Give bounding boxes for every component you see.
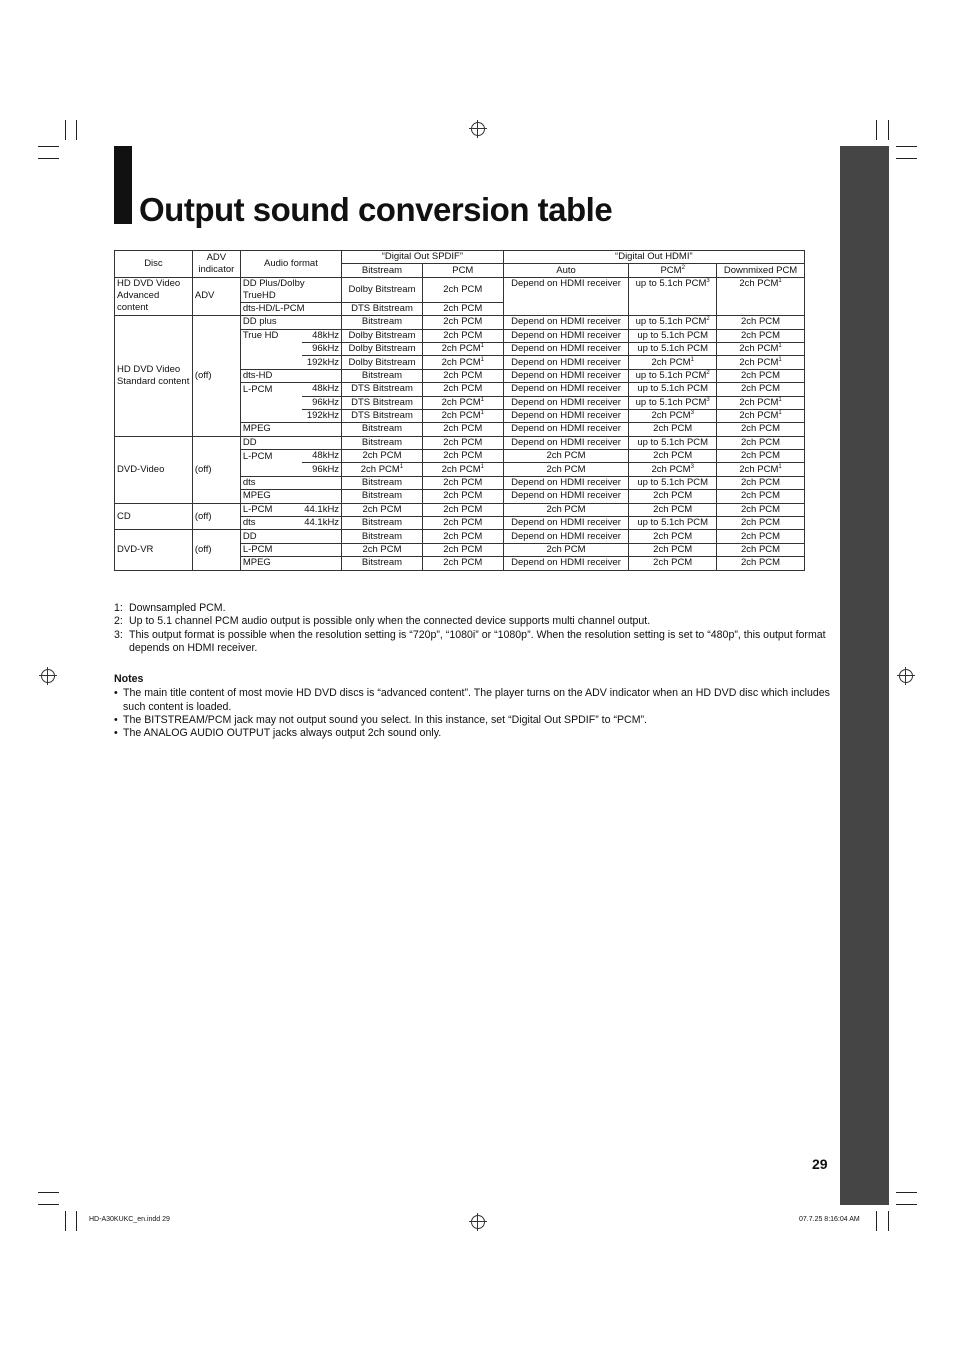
downmixed-cell: 2ch PCM [717,369,805,382]
header-spdif: “Digital Out SPDIF” [342,251,504,264]
registration-mark-icon [471,122,485,136]
pcm-cell: 2ch PCM$^1$ [422,356,503,369]
format-cell: L-PCM [240,503,302,516]
rate-cell: 192kHz [302,356,341,369]
hdmi-pcm-cell: 2ch PCM [629,543,717,556]
auto-cell: Depend on HDMI receiver [503,517,629,530]
crop-mark [76,120,77,140]
side-tab [840,146,889,1205]
pcm-cell: 2ch PCM [422,316,503,329]
header-audio-format: Audio format [240,251,341,278]
format-cell: dts [240,476,302,489]
bitstream-cell: Dolby Bitstream [342,329,423,342]
rate-cell [302,436,341,449]
downmixed-cell: 2ch PCM [717,329,805,342]
downmixed-cell: 2ch PCM [717,503,805,516]
header-auto: Auto [503,264,629,277]
bitstream-cell: Dolby Bitstream [342,277,423,302]
output-sound-conversion-table [114,250,805,571]
table-row [115,277,805,302]
bitstream-cell: 2ch PCM [342,503,423,516]
format-cell: True HD [240,329,302,342]
bullet-icon: • [114,713,118,726]
hdmi-pcm-cell: 2ch PCM [629,557,717,570]
crop-mark [896,1192,917,1193]
crop-mark [876,120,877,140]
bullet-icon: • [114,727,118,740]
downmixed-cell: 2ch PCM$^1$ [717,463,805,476]
note-item: • The ANALOG AUDIO OUTPUT jacks always output 2ch sound only. [114,727,442,740]
rate-cell: 48kHz [302,450,341,463]
footnotes [114,602,830,655]
crop-mark [876,1211,877,1231]
disc-cell: HD DVD Video Advanced content [115,277,193,315]
header-hdmi: “Digital Out HDMI” [503,251,804,264]
downmixed-cell: 2ch PCM$^1$ [717,396,805,409]
format-cell: MPEG [240,490,302,503]
hdmi-pcm-cell: 2ch PCM [629,423,717,436]
pcm-cell: 2ch PCM [422,557,503,570]
auto-cell: Depend on HDMI receiver [503,342,629,355]
bitstream-cell: 2ch PCM [342,543,423,556]
adv-cell: ADV [192,277,240,315]
auto-cell: Depend on HDMI receiver [503,530,629,543]
crop-mark [896,146,917,147]
rate-cell [302,369,341,382]
auto-cell: 2ch PCM [503,463,629,476]
downmixed-cell: 2ch PCM [717,476,805,489]
pcm-cell: 2ch PCM [422,517,503,530]
header-disc: Disc [115,251,193,278]
note-item: • The BITSTREAM/PCM jack may not output sound you select. In this instance, set “Digital Out SPDIF” to “PCM”. [114,713,647,726]
auto-cell: 2ch PCM [503,503,629,516]
rate-cell: 48kHz [302,383,341,396]
header-adv: ADV indicator [192,251,240,278]
page-number: 29 [812,1156,828,1172]
format-cell: MPEG [240,423,302,436]
bitstream-cell: DTS Bitstream [342,383,423,396]
title-accent-bar [114,146,132,224]
hdmi-pcm-cell: 2ch PCM [629,490,717,503]
footnote: 2: Up to 5.1 channel PCM audio output is possible only when the connected device supports multi channel output. [114,615,651,628]
header-hdmi-pcm: PCM$^2$ [629,264,717,277]
auto-cell: Depend on HDMI receiver [503,476,629,489]
downmixed-cell: 2ch PCM [717,450,805,463]
footer-timestamp: 07.7.25 8:16:04 AM [799,1216,860,1223]
format-cell: DD Plus/Dolby TrueHD [240,277,341,302]
downmixed-cell: 2ch PCM [717,557,805,570]
format-cell: DD [240,436,302,449]
crop-mark [38,1204,59,1205]
pcm-cell: 2ch PCM [422,450,503,463]
bitstream-cell: 2ch PCM [342,450,423,463]
rate-cell: 96kHz [302,463,341,476]
adv-cell: (off) [192,436,240,503]
crop-mark [888,120,889,140]
pcm-cell: 2ch PCM [422,436,503,449]
crop-mark [38,1192,59,1193]
hdmi-pcm-cell: 2ch PCM [629,503,717,516]
rate-cell: 48kHz [302,329,341,342]
pcm-cell: 2ch PCM [422,423,503,436]
bitstream-cell: Bitstream [342,517,423,530]
pcm-cell: 2ch PCM$^1$ [422,409,503,422]
page-title: Output sound conversion table [139,191,613,228]
registration-mark-icon [899,669,913,683]
downmixed-cell: 2ch PCM [717,517,805,530]
auto-cell: Depend on HDMI receiver [503,436,629,449]
auto-cell: Depend on HDMI receiver [503,423,629,436]
note-item: • The main title content of most movie HD DVD discs is “advanced content”. The player turns on the ADV indicator when an HD DVD disc which includes such content is loaded. [114,687,830,713]
rate-cell: 192kHz [302,409,341,422]
pcm-cell: 2ch PCM [422,302,503,315]
disc-cell: HD DVD Video Standard content [115,316,193,437]
crop-mark [65,1211,66,1231]
hdmi-pcm-cell: up to 5.1ch PCM$^2$ [629,369,717,382]
downmixed-cell: 2ch PCM [717,543,805,556]
auto-cell: Depend on HDMI receiver [503,277,629,315]
bitstream-cell: Dolby Bitstream [342,356,423,369]
bitstream-cell: Bitstream [342,436,423,449]
auto-cell: Depend on HDMI receiver [503,490,629,503]
crop-mark [76,1211,77,1231]
bitstream-cell: 2ch PCM$^1$ [342,463,423,476]
format-cell: DD [240,530,341,543]
format-cell [240,409,302,422]
hdmi-pcm-cell: up to 5.1ch PCM [629,436,717,449]
hdmi-pcm-cell: 2ch PCM [629,530,717,543]
adv-cell: (off) [192,530,240,570]
auto-cell: Depend on HDMI receiver [503,396,629,409]
format-cell: dts-HD [240,369,302,382]
pcm-cell: 2ch PCM [422,383,503,396]
bitstream-cell: Bitstream [342,423,423,436]
hdmi-pcm-cell: up to 5.1ch PCM$^3$ [629,277,717,315]
table-header-row [115,251,805,264]
bitstream-cell: DTS Bitstream [342,396,423,409]
downmixed-cell: 2ch PCM [717,316,805,329]
downmixed-cell: 2ch PCM [717,423,805,436]
pcm-cell: 2ch PCM [422,503,503,516]
table-row [115,316,805,329]
adv-cell: (off) [192,316,240,437]
hdmi-pcm-cell: up to 5.1ch PCM [629,476,717,489]
auto-cell: Depend on HDMI receiver [503,369,629,382]
pcm-cell: 2ch PCM [422,369,503,382]
header-downmixed: Downmixed PCM [717,264,805,277]
footer-file-info: HD-A30KUKC_en.indd 29 [89,1216,170,1223]
notes-section [114,673,830,740]
downmixed-cell: 2ch PCM [717,383,805,396]
footnote: 3: This output format is possible when the resolution setting is “720p”, “1080i” or “1080p”. When the resolution setting is set to “480p”, this output format depends on HDMI receiver. [114,628,826,654]
format-cell: MPEG [240,557,341,570]
format-cell: dts-HD/L-PCM [240,302,341,315]
crop-mark [888,1211,889,1231]
header-bitstream: Bitstream [342,264,423,277]
format-cell: dts [240,517,302,530]
format-cell: DD plus [240,316,302,329]
format-cell [240,356,302,369]
pcm-cell: 2ch PCM$^1$ [422,463,503,476]
auto-cell: Depend on HDMI receiver [503,557,629,570]
format-cell: L-PCM [240,383,302,396]
registration-mark-icon [471,1215,485,1229]
auto-cell: Depend on HDMI receiver [503,316,629,329]
bitstream-cell: Bitstream [342,490,423,503]
hdmi-pcm-cell: up to 5.1ch PCM [629,329,717,342]
downmixed-cell: 2ch PCM [717,490,805,503]
header-pcm: PCM [422,264,503,277]
auto-cell: Depend on HDMI receiver [503,409,629,422]
format-cell [240,396,302,409]
disc-cell: CD [115,503,193,530]
rate-cell [302,476,341,489]
downmixed-cell: 2ch PCM$^1$ [717,342,805,355]
pcm-cell: 2ch PCM [422,329,503,342]
auto-cell: Depend on HDMI receiver [503,329,629,342]
downmixed-cell: 2ch PCM$^1$ [717,356,805,369]
rate-cell: 44.1kHz [302,517,341,530]
downmixed-cell: 2ch PCM [717,530,805,543]
hdmi-pcm-cell: 2ch PCM$^3$ [629,463,717,476]
disc-cell: DVD-VR [115,530,193,570]
auto-cell: Depend on HDMI receiver [503,383,629,396]
crop-mark [38,158,59,159]
crop-mark [65,120,66,140]
bitstream-cell: Dolby Bitstream [342,342,423,355]
pcm-cell: 2ch PCM [422,277,503,302]
hdmi-pcm-cell: 2ch PCM$^1$ [629,356,717,369]
hdmi-pcm-cell: 2ch PCM [629,450,717,463]
pcm-cell: 2ch PCM$^1$ [422,342,503,355]
table-row [115,503,805,516]
pcm-cell: 2ch PCM [422,530,503,543]
bitstream-cell: Bitstream [342,316,423,329]
crop-mark [38,146,59,147]
adv-cell: (off) [192,503,240,530]
rate-cell: 96kHz [302,396,341,409]
bitstream-cell: DTS Bitstream [342,302,423,315]
downmixed-cell: 2ch PCM [717,436,805,449]
auto-cell: 2ch PCM [503,543,629,556]
registration-mark-icon [41,669,55,683]
crop-mark [896,158,917,159]
format-cell: L-PCM [240,543,341,556]
bitstream-cell: DTS Bitstream [342,409,423,422]
rate-cell [302,490,341,503]
hdmi-pcm-cell: up to 5.1ch PCM [629,383,717,396]
hdmi-pcm-cell: up to 5.1ch PCM$^3$ [629,396,717,409]
bitstream-cell: Bitstream [342,530,423,543]
hdmi-pcm-cell: up to 5.1ch PCM [629,342,717,355]
format-cell [240,342,302,355]
bitstream-cell: Bitstream [342,476,423,489]
table-row [115,530,805,543]
notes-heading: Notes [114,673,144,685]
pcm-cell: 2ch PCM [422,543,503,556]
auto-cell: Depend on HDMI receiver [503,356,629,369]
downmixed-cell: 2ch PCM$^1$ [717,409,805,422]
hdmi-pcm-cell: up to 5.1ch PCM$^2$ [629,316,717,329]
pcm-cell: 2ch PCM$^1$ [422,396,503,409]
footnote: 1: Downsampled PCM. [114,602,226,614]
pcm-cell: 2ch PCM [422,490,503,503]
rate-cell: 44.1kHz [302,503,341,516]
bitstream-cell: Bitstream [342,369,423,382]
rate-cell [302,316,341,329]
hdmi-pcm-cell: 2ch PCM$^3$ [629,409,717,422]
rate-cell [302,423,341,436]
bitstream-cell: Bitstream [342,557,423,570]
table-row [115,436,805,449]
crop-mark [896,1204,917,1205]
auto-cell: 2ch PCM [503,450,629,463]
bullet-icon: • [114,687,118,700]
downmixed-cell: 2ch PCM$^1$ [717,277,805,315]
hdmi-pcm-cell: up to 5.1ch PCM [629,517,717,530]
format-cell: L-PCM [240,450,302,463]
format-cell [240,463,302,476]
pcm-cell: 2ch PCM [422,476,503,489]
rate-cell: 96kHz [302,342,341,355]
disc-cell: DVD-Video [115,436,193,503]
